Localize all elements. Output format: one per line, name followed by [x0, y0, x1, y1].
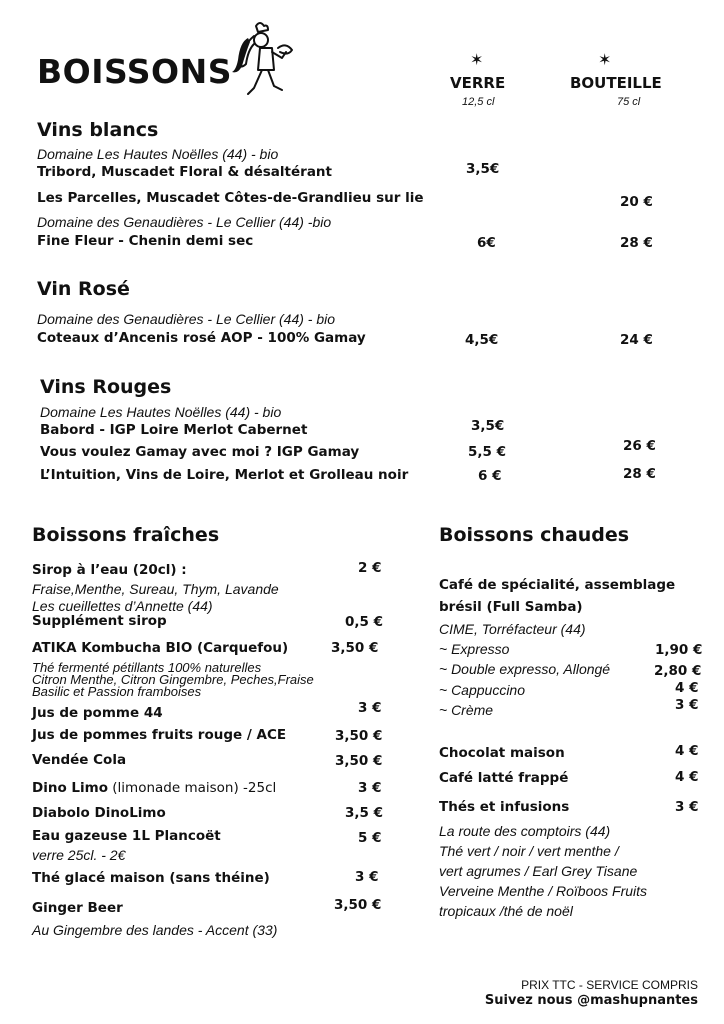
- page-title: BOISSONS: [37, 52, 232, 91]
- drink-name: Diabolo DinoLimo: [32, 805, 166, 821]
- wine-name: L’Intuition, Vins de Loire, Merlot et Grolleau noir: [40, 467, 409, 483]
- bottle-size: 75 cl: [617, 96, 641, 108]
- drink-option: ~ Cappuccino: [439, 682, 526, 698]
- section-title-rose-wine: Vin Rosé: [37, 278, 130, 300]
- drink-name: Dino Limo (limonade maison) -25cl: [32, 780, 277, 796]
- drink-price: 3,5 €: [345, 805, 384, 821]
- drink-name: ATIKA Kombucha BIO (Carquefou): [32, 640, 289, 656]
- drink-price: 3,50 €: [335, 728, 383, 744]
- drink-option: ~ Crème: [439, 702, 494, 718]
- drink-name: Sirop à l’eau (20cl) :: [32, 562, 187, 578]
- drink-name: Jus de pomme 44: [32, 705, 163, 721]
- drink-option: ~ Expresso: [439, 641, 510, 657]
- drink-price: 3,50 €: [331, 640, 379, 656]
- glass-price: 5,5 €: [468, 444, 507, 460]
- drink-description: Basilic et Passion framboises: [32, 684, 202, 699]
- bottle-price: 24 €: [620, 332, 653, 348]
- producer: Domaine des Genaudières - Le Cellier (44) - bio: [37, 311, 336, 327]
- wine-name: Vous voulez Gamay avec moi ? IGP Gamay: [40, 444, 360, 460]
- drink-name: brésil (Full Samba): [439, 599, 583, 615]
- drink-description: tropicaux /thé de noël: [439, 903, 573, 919]
- chef-illustration: [226, 18, 294, 100]
- drink-description: Citron Menthe, Citron Gingembre, Peches,Fraise: [32, 672, 314, 687]
- drink-name: Jus de pommes fruits rouge / ACE: [32, 727, 287, 743]
- glass-price: 6€: [477, 235, 496, 251]
- drink-option: ~ Double expresso, Allongé: [439, 661, 611, 677]
- bottle-column-header: BOUTEILLE: [570, 74, 662, 92]
- drink-description: Fraise,Menthe, Sureau, Thym, Lavande: [32, 581, 279, 597]
- drink-name: Eau gazeuse 1L Plancoët: [32, 828, 221, 844]
- drink-price: 3 €: [355, 869, 379, 885]
- glass-size: 12,5 cl: [462, 96, 495, 108]
- star-icon: ✶: [470, 50, 484, 69]
- drink-name: Ginger Beer: [32, 900, 123, 916]
- wine-name: Babord - IGP Loire Merlot Cabernet: [40, 422, 308, 438]
- producer: Domaine Les Hautes Noëlles (44) - bio: [37, 146, 279, 162]
- drink-description: Au Gingembre des landes - Accent (33): [32, 922, 278, 938]
- drink-price: 3 €: [675, 799, 699, 815]
- drink-description: Thé vert / noir / vert menthe /: [439, 843, 619, 859]
- drink-description: CIME, Torréfacteur (44): [439, 621, 586, 637]
- wine-name: Coteaux d’Ancenis rosé AOP - 100% Gamay: [37, 330, 366, 346]
- section-title-white-wines: Vins blancs: [37, 119, 159, 141]
- footer-social: Suivez nous @mashupnantes: [484, 993, 698, 1008]
- producer: Domaine des Genaudières - Le Cellier (44) -bio: [37, 214, 332, 230]
- drink-description: Verveine Menthe / Roïboos Fruits: [439, 883, 648, 899]
- drink-name: Supplément sirop: [32, 613, 167, 629]
- section-title-red-wines: Vins Rouges: [40, 376, 172, 398]
- bottle-price: 26 €: [623, 438, 656, 454]
- drink-price: 3 €: [675, 697, 699, 713]
- drink-price: 4 €: [675, 680, 699, 696]
- drink-description: vert agrumes / Earl Grey Tisane: [439, 863, 638, 879]
- drink-price: 2,80 €: [654, 663, 702, 679]
- footer-note: PRIX TTC - SERVICE COMPRIS: [521, 978, 698, 992]
- drink-description: verre 25cl. - 2€: [32, 847, 126, 863]
- drink-price: 5 €: [358, 830, 382, 846]
- glass-price: 3,5€: [466, 161, 500, 177]
- producer: Domaine Les Hautes Noëlles (44) - bio: [40, 404, 282, 420]
- drink-name: Vendée Cola: [32, 752, 127, 768]
- bottle-price: 28 €: [623, 466, 656, 482]
- drink-price: 4 €: [675, 743, 699, 759]
- drink-price: 3 €: [358, 780, 382, 796]
- drink-price: 0,5 €: [345, 614, 384, 630]
- section-title-hot-drinks: Boissons chaudes: [439, 524, 630, 546]
- drink-description: Thé fermenté pétillants 100% naturelles: [32, 660, 262, 675]
- section-title-cold-drinks: Boissons fraîches: [32, 524, 220, 546]
- wine-name: Fine Fleur - Chenin demi sec: [37, 233, 254, 249]
- bottle-price: 20 €: [620, 194, 653, 210]
- bottle-price: 28 €: [620, 235, 653, 251]
- drink-price: 3 €: [358, 700, 382, 716]
- glass-price: 4,5€: [465, 332, 499, 348]
- drink-description: Les cueillettes d’Annette (44): [32, 598, 213, 614]
- drink-price: 4 €: [675, 769, 699, 785]
- wine-name: Les Parcelles, Muscadet Côtes-de-Grandlieu sur lie: [37, 190, 424, 206]
- glass-price: 6 €: [478, 468, 502, 484]
- drink-price: 3,50 €: [335, 753, 383, 769]
- glass-price: 3,5€: [471, 418, 505, 434]
- drink-name: Café latté frappé: [439, 770, 569, 786]
- wine-name: Tribord, Muscadet Floral & désaltérant: [37, 164, 332, 180]
- drink-price: 2 €: [358, 560, 382, 576]
- drink-name: Thés et infusions: [439, 799, 570, 815]
- drink-price: 3,50 €: [334, 897, 382, 913]
- glass-column-header: VERRE: [450, 74, 506, 92]
- drink-name: Chocolat maison: [439, 745, 565, 761]
- drink-name: Café de spécialité, assemblage: [439, 577, 676, 593]
- star-icon: ✶: [598, 50, 612, 69]
- drink-name: Thé glacé maison (sans théine): [32, 870, 270, 886]
- drink-description: La route des comptoirs (44): [439, 823, 611, 839]
- drink-price: 1,90 €: [655, 642, 703, 658]
